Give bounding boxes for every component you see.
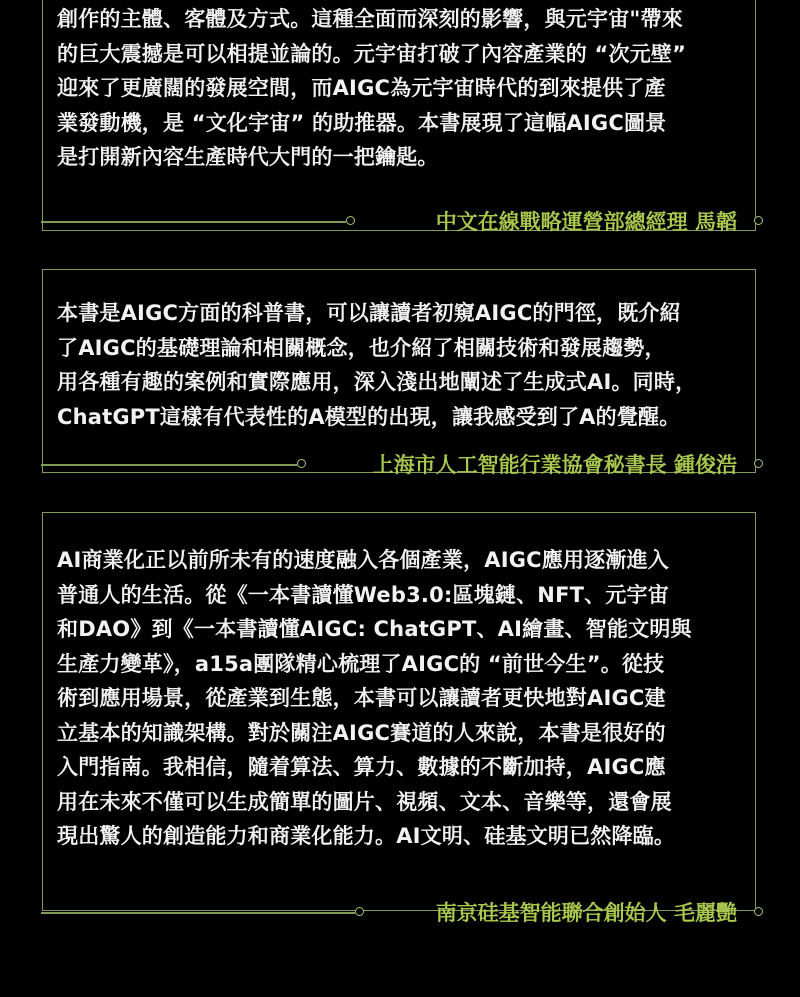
signature-row-2 [41,450,763,480]
signature-row-1 [41,207,763,237]
testimonial-signature-1: 中文在線戰略運營部總經理 馬韜 [435,210,737,234]
circle-node-icon [754,216,763,225]
circle-node-icon [754,459,763,468]
connector-line [41,912,355,914]
circle-node-icon [355,907,364,916]
testimonial-signature-3: 南京硅基智能聯合創始人 毛麗艷 [435,901,737,925]
signature-row-3 [41,898,763,928]
testimonial-text-3: AI商業化正以前所未有的速度融入各個產業，AIGC應用逐漸進入 普通人的生活。從《一本書讀懂Web3.0:區塊鏈、NFT、元宇宙 和DAO》到《一本書讀懂AIGC: ChatGPT、AI繪畫、智能文明與 生產力變革》，a15a團隊精心梳理了AIGC的 “前世今生”。從技 術到應用場景，從產業到生態，本書可以讓讀者更快地對AIGC建 立基本的知識架構。對於關注AIGC賽道的人來說，本書是很好的 入門指南。我相信，隨着算法、算力、數據的不斷加持，AIGC應 用在未來不僅可以生成簡單的圖片、視頻、文本、音樂等，還會展 現出驚人的創造能力和商業化能力。AI文明、硅基文明已然降臨。 [57,548,692,848]
circle-node-icon [754,907,763,916]
testimonial-text-2: 本書是AIGC方面的科普書，可以讓讀者初窺AIGC的門徑，既介紹 了AIGC的基礎理論和相關概念，也介紹了相關技術和發展趨勢， 用各種有趣的案例和實際應用，深入淺出地闡述了生成式AI。同時， ChatGPT這樣有代表性的A模型的出現，讓我感受到了A的覺醒。 [57,301,697,429]
testimonial-signature-2: 上海市人工智能行業協會秘書長 鍾俊浩 [372,453,737,477]
connector-line [41,464,297,466]
testimonial-card-3 [42,512,756,925]
testimonial-card-1 [42,0,756,234]
testimonial-text-1: 創作的主體、客體及方式。這種全面而深刻的影響，與元宇宙"帶來 的巨大震撼是可以相提並論的。元宇宙打破了內容產業的 “次元壁” 迎來了更廣闊的發展空間，而AIGC為元宇宙時代的到來提供了產 業發動機，是 “文化宇宙” 的助推器。本書展現了這幅AIGC圖景 是打開新內容生產時代大門的一把鑰匙。 [57,7,687,169]
testimonial-card-2 [42,269,756,477]
circle-node-icon [297,459,306,468]
connector-line [41,221,346,223]
circle-node-icon [346,216,355,225]
